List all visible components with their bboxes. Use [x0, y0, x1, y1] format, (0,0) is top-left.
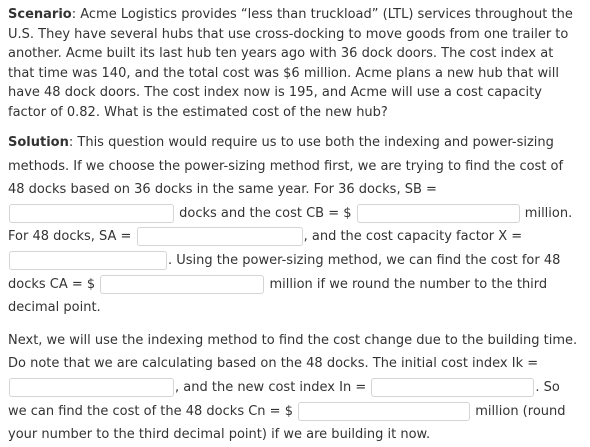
- sa-input[interactable]: [137, 227, 303, 246]
- scenario-paragraph: [8, 5, 582, 122]
- ca-input[interactable]: [100, 275, 264, 294]
- cb-input[interactable]: [357, 204, 520, 223]
- in-input[interactable]: [371, 378, 534, 397]
- indexing-paragraph: [8, 329, 582, 447]
- scenario-text: : Acme Logistics provides “less than truckload” (LTL) services throughout the U.S. They have several hubs that use cross-docking to move goods from one trailer to another. Acme built its last hub ten years ago with 36 dock doors. The cost index at that time was 140, and the total cost was $6 million. Acme plans a new hub that will have 48 dock doors. The cost index now is 195, and Acme will use a cost capacity factor of 0.82. What is the estimated cost of the new hub?: [8, 7, 573, 120]
- solution-text-2: docks and the cost CB = $: [179, 205, 352, 221]
- next-text-4: million (round your number to the third decimal point) if we are building it now.: [8, 403, 566, 443]
- x-input[interactable]: [9, 251, 167, 270]
- scenario-label: Scenario: [8, 7, 72, 22]
- sb-input[interactable]: [9, 204, 174, 223]
- ik-input[interactable]: [9, 378, 174, 397]
- next-text-3: . So we can find the cost of the 48 docks Cn = $: [8, 379, 560, 419]
- cn-input[interactable]: [298, 402, 470, 421]
- solution-text-1: : This question would require us to use both the indexing and power-sizing methods. If we choose the power-sizing method first, we are trying to find the cost of 48 docks based on 36 docks in the same year. For 36 docks, SB =: [8, 135, 564, 198]
- next-text-2: , and the new cost index In =: [175, 379, 367, 395]
- solution-text-5: , and the cost capacity factor X =: [303, 229, 523, 245]
- solution-label: Solution: [8, 135, 69, 150]
- solution-text-7: million if we round the number to the third decimal point.: [8, 276, 548, 316]
- solution-text-3: million.: [524, 205, 573, 221]
- next-text-1: Next, we will use the indexing method to find the cost change due to the building time. Do note that we are calculating based on the 48 docks. The initial cost index Ik =: [8, 332, 578, 372]
- solution-paragraph: [8, 131, 582, 320]
- solution-text-6: . Using the power-sizing method, we can find the cost for 48 docks CA = $: [8, 252, 561, 292]
- solution-text-4: For 48 docks, SA =: [8, 229, 132, 245]
